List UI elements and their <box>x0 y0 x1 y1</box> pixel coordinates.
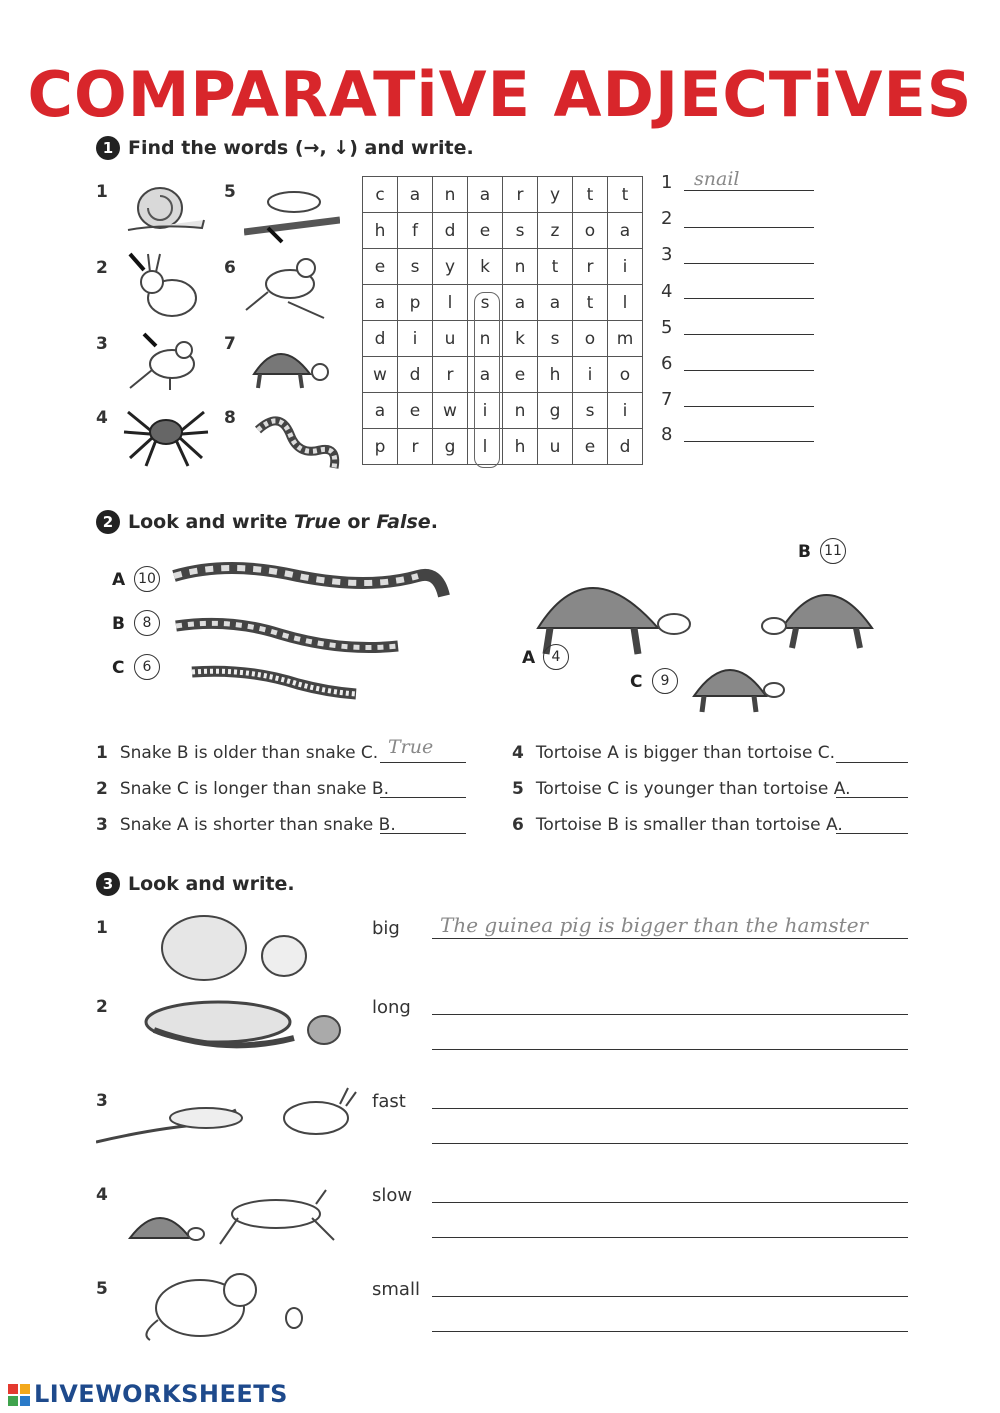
grid-row <box>363 285 643 321</box>
picture-number: 7 <box>224 334 236 354</box>
statement-text: Tortoise B is smaller than tortoise A. <box>535 815 843 835</box>
grid-letter: h <box>503 429 538 465</box>
grid-letter: t <box>573 285 608 321</box>
grid-letter: a <box>363 285 398 321</box>
snake-icon <box>250 410 342 474</box>
adjective-label: fast <box>372 1091 406 1112</box>
tortoise-icon <box>244 334 336 396</box>
answer-line[interactable] <box>684 263 814 264</box>
grid-letter: s <box>503 213 538 249</box>
picture-number: 4 <box>96 408 108 428</box>
example-sentence: The guinea pig is bigger than the hamster <box>440 913 869 937</box>
grid-letter: t <box>608 177 643 213</box>
grid-letter: s <box>573 393 608 429</box>
sentence-line[interactable] <box>432 1331 908 1332</box>
grid-letter: i <box>468 393 503 429</box>
liveworksheets-logo[interactable] <box>8 1380 288 1408</box>
grid-letter: k <box>468 249 503 285</box>
statement-text: Tortoise C is younger than tortoise A. <box>535 779 851 799</box>
sentence-line[interactable] <box>432 938 908 939</box>
answer-number: 7 <box>661 389 673 410</box>
statement-text: Snake C is longer than snake B. <box>119 779 389 799</box>
grid-letter: l <box>468 429 503 465</box>
grid-letter: u <box>538 429 573 465</box>
answer-number: 1 <box>661 172 673 193</box>
grid-letter: l <box>608 285 643 321</box>
sentence-line[interactable] <box>432 1049 908 1050</box>
grid-letter: e <box>573 429 608 465</box>
answer-number: 2 <box>661 208 673 229</box>
picture-number: 1 <box>96 182 108 202</box>
adjective-label: long <box>372 997 411 1018</box>
statement-number: 1 <box>96 743 108 763</box>
statement-number: 5 <box>512 779 524 799</box>
statement-number: 3 <box>96 815 108 835</box>
grid-letter: y <box>433 249 468 285</box>
grid-letter: s <box>468 285 503 321</box>
answer-line[interactable] <box>684 298 814 299</box>
grid-letter: d <box>433 213 468 249</box>
adjective-label: slow <box>372 1185 413 1206</box>
grid-letter: p <box>398 285 433 321</box>
example-answer: snail <box>694 168 740 190</box>
exercise-1-instruction: Find the words (→, ↓) and write. <box>128 137 474 159</box>
sentence-line[interactable] <box>432 1296 908 1297</box>
adjective-label: small <box>372 1279 420 1300</box>
statement-text: Tortoise A is bigger than tortoise C. <box>535 743 836 763</box>
answer-line[interactable] <box>684 370 814 371</box>
true-false-line[interactable] <box>836 797 908 798</box>
bird-icon <box>244 252 330 322</box>
statement-6 <box>512 815 843 835</box>
row-number: 4 <box>96 1185 108 1205</box>
statement-3 <box>96 815 396 835</box>
tortoise-age: 9 <box>652 668 678 694</box>
grid-letter: l <box>433 285 468 321</box>
word-search-grid <box>362 176 643 465</box>
snail-icon <box>120 180 210 244</box>
grid-letter: f <box>398 213 433 249</box>
grid-letter: h <box>538 357 573 393</box>
statement-number: 6 <box>512 815 524 835</box>
answer-number: 4 <box>661 281 673 302</box>
grid-letter: c <box>363 177 398 213</box>
sentence-line[interactable] <box>432 1014 908 1015</box>
instruction-false: False <box>376 511 431 533</box>
picture-number: 5 <box>224 182 236 202</box>
statement-2 <box>96 779 389 799</box>
row-number: 2 <box>96 997 108 1017</box>
sentence-line[interactable] <box>432 1237 908 1238</box>
grid-letter: d <box>398 357 433 393</box>
grid-letter: u <box>433 321 468 357</box>
spider-icon <box>120 402 210 468</box>
snake-c-icon <box>188 660 364 710</box>
grid-letter: n <box>433 177 468 213</box>
true-false-line[interactable] <box>836 762 908 763</box>
grid-letter: e <box>503 357 538 393</box>
lizard-icon <box>244 180 340 246</box>
instruction-text: Look and write <box>128 511 295 533</box>
picture-number: 6 <box>224 258 236 278</box>
grid-letter: r <box>398 429 433 465</box>
exercise-3-number: 3 <box>96 872 120 896</box>
answer-line[interactable] <box>684 334 814 335</box>
grid-letter: w <box>433 393 468 429</box>
sentence-line[interactable] <box>432 1108 908 1109</box>
exercise-1-number: 1 <box>96 136 120 160</box>
grid-letter: k <box>503 321 538 357</box>
statement-text: Snake B is older than snake C. <box>119 743 379 763</box>
grid-letter: n <box>503 249 538 285</box>
answer-number: 6 <box>661 353 673 374</box>
picture-number: 3 <box>96 334 108 354</box>
grid-row <box>363 357 643 393</box>
found-word-highlight <box>474 292 500 468</box>
canary-icon <box>126 330 206 394</box>
answer-line[interactable] <box>684 190 814 191</box>
exercise-2-number: 2 <box>96 510 120 534</box>
grid-letter: o <box>608 357 643 393</box>
exercise-3-heading <box>96 872 295 896</box>
grid-letter: z <box>538 213 573 249</box>
answer-line[interactable] <box>684 406 814 407</box>
instruction-true: True <box>294 511 341 533</box>
grid-letter: s <box>538 321 573 357</box>
rabbit-icon <box>126 248 206 322</box>
grid-letter: p <box>363 429 398 465</box>
answer-number: 8 <box>661 424 673 445</box>
row-number: 1 <box>96 918 108 938</box>
liveworksheets-brand: LIVEWORKSHEETS <box>34 1380 288 1408</box>
grid-letter: r <box>573 249 608 285</box>
tortoise-letter: B <box>798 542 811 562</box>
snake-and-snail-icon <box>124 994 354 1062</box>
grid-letter: s <box>398 249 433 285</box>
grid-letter: r <box>433 357 468 393</box>
grid-letter: i <box>573 357 608 393</box>
grid-letter: w <box>363 357 398 393</box>
grid-letter: a <box>608 213 643 249</box>
grid-letter: a <box>468 357 503 393</box>
true-false-line[interactable] <box>836 833 908 834</box>
grid-letter: n <box>468 321 503 357</box>
grid-row <box>363 213 643 249</box>
tortoise-c-icon <box>686 650 786 716</box>
statement-4 <box>512 743 835 763</box>
answer-line[interactable] <box>684 441 814 442</box>
grid-letter: a <box>398 177 433 213</box>
exercise-2-heading <box>96 510 438 534</box>
grid-letter: a <box>363 393 398 429</box>
example-answer-true: True <box>388 736 434 758</box>
true-false-line[interactable] <box>380 797 466 798</box>
snake-b-icon <box>170 612 406 664</box>
grid-letter: a <box>468 177 503 213</box>
tortoise-a-icon <box>518 558 694 662</box>
snake-a-icon <box>168 556 450 614</box>
statement-1 <box>96 743 378 763</box>
page-title: COMPARATiVE ADJECTiVES <box>27 58 973 131</box>
grid-letter: h <box>363 213 398 249</box>
statement-5 <box>512 779 851 799</box>
iguana-and-rabbit-icon <box>96 1084 360 1152</box>
snake-age: 6 <box>134 654 160 680</box>
statement-text: Snake A is shorter than snake B. <box>119 815 396 835</box>
grid-letter: i <box>608 393 643 429</box>
chinchilla-and-chick-icon <box>136 1268 316 1344</box>
tortoise-b-icon <box>760 570 880 654</box>
grid-letter: e <box>398 393 433 429</box>
tortoise-age: 4 <box>543 644 569 670</box>
grid-row <box>363 249 643 285</box>
grid-row <box>363 429 643 465</box>
grid-letter: n <box>503 393 538 429</box>
row-number: 5 <box>96 1279 108 1299</box>
tortoise-letter: C <box>630 672 643 692</box>
snake-letter: C <box>112 658 125 678</box>
grid-letter: g <box>538 393 573 429</box>
liveworksheets-logo-icon <box>8 1384 30 1406</box>
answer-number: 3 <box>661 244 673 265</box>
grid-letter: i <box>608 249 643 285</box>
statement-number: 2 <box>96 779 108 799</box>
row-number: 3 <box>96 1091 108 1111</box>
answer-number: 5 <box>661 317 673 338</box>
grid-row <box>363 321 643 357</box>
grid-letter: o <box>573 321 608 357</box>
instruction-end: . <box>430 511 438 533</box>
grid-row <box>363 393 643 429</box>
snake-letter: A <box>112 570 126 590</box>
answer-line[interactable] <box>684 227 814 228</box>
grid-letter: y <box>538 177 573 213</box>
grid-letter: g <box>433 429 468 465</box>
picture-number: 2 <box>96 258 108 278</box>
grid-letter: t <box>573 177 608 213</box>
snake-age: 8 <box>134 610 160 636</box>
snake-age: 10 <box>134 566 160 592</box>
sentence-line[interactable] <box>432 1202 908 1203</box>
statement-number: 4 <box>512 743 524 763</box>
exercise-1-heading <box>96 136 474 160</box>
instruction-or: or <box>340 511 377 533</box>
grid-letter: d <box>363 321 398 357</box>
tortoise-age: 11 <box>820 538 846 564</box>
tortoise-and-dog-icon <box>126 1174 342 1254</box>
exercise-3-instruction: Look and write. <box>128 873 295 895</box>
grid-letter: t <box>538 249 573 285</box>
grid-letter: d <box>608 429 643 465</box>
grid-letter: a <box>538 285 573 321</box>
grid-letter: r <box>503 177 538 213</box>
picture-number: 8 <box>224 408 236 428</box>
grid-letter: e <box>363 249 398 285</box>
adjective-label: big <box>372 918 400 939</box>
snake-letter: B <box>112 614 125 634</box>
grid-letter: e <box>468 213 503 249</box>
guinea-pig-and-hamster-icon <box>156 904 316 984</box>
grid-letter: a <box>503 285 538 321</box>
grid-row <box>363 177 643 213</box>
grid-letter: i <box>398 321 433 357</box>
true-false-line[interactable] <box>380 833 466 834</box>
grid-letter: m <box>608 321 643 357</box>
grid-letter: o <box>573 213 608 249</box>
sentence-line[interactable] <box>432 1143 908 1144</box>
true-false-line[interactable] <box>380 762 466 763</box>
tortoise-letter: A <box>522 648 536 668</box>
